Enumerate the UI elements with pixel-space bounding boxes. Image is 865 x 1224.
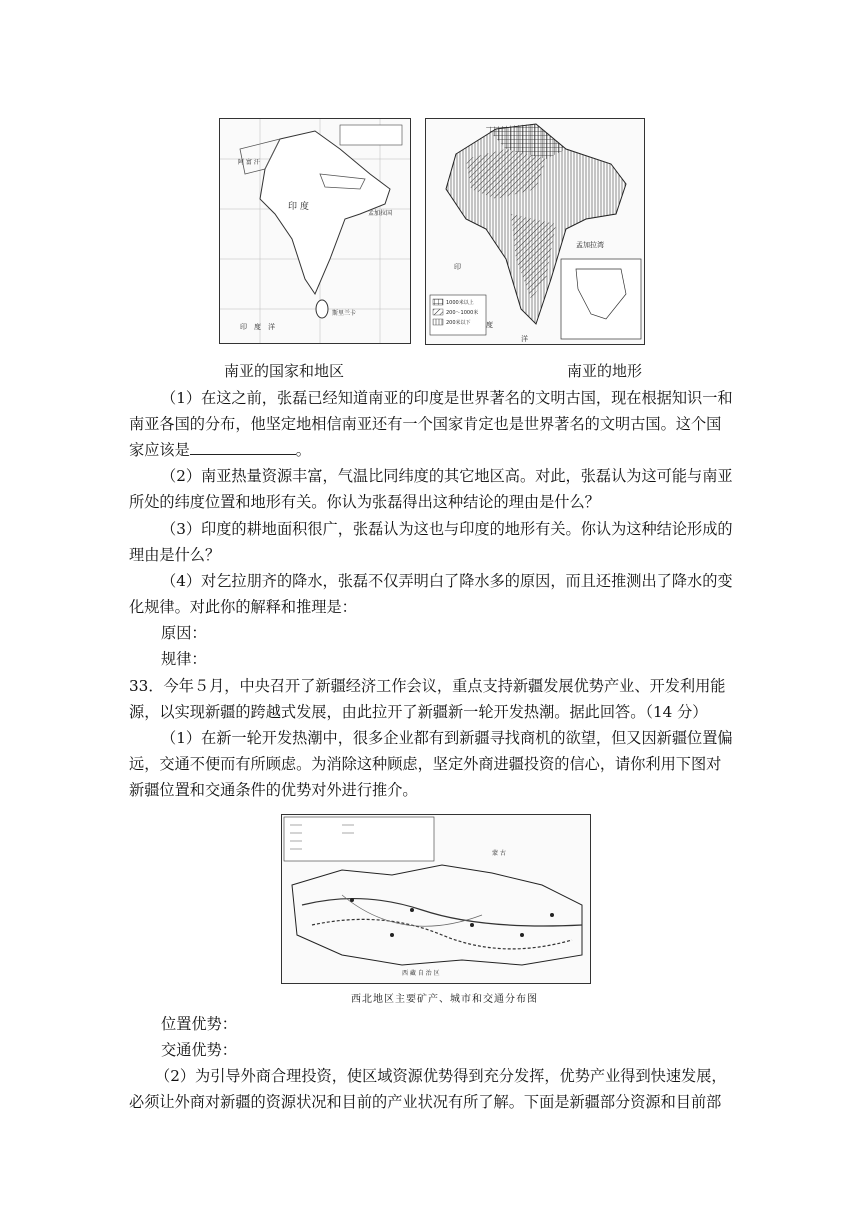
q32-part1-line1: （1）在这之前，张磊已经知道南亚的印度是世界著名的文明古国，现在根据知识一和 bbox=[161, 389, 733, 407]
northwest-region-map bbox=[281, 814, 591, 984]
svg-text:西 藏 自 治 区: 西 藏 自 治 区 bbox=[402, 970, 440, 977]
svg-text:蒙 古: 蒙 古 bbox=[492, 850, 506, 857]
q32-part4-line1: （4）对乞拉朋齐的降水，张磊不仅弄明白了降水多的原因，而且还推测出了降水的变 bbox=[161, 572, 733, 590]
map1-label-afghan: 阿 富 汗 bbox=[238, 159, 260, 166]
q33-part2-line1: （2）为引导外商合理投资，使区域资源优势得到充分发挥，优势产业得到快速发展， bbox=[155, 1067, 727, 1085]
map1-label-india: 印 度 bbox=[288, 202, 309, 212]
q32-part2-line1: （2）南亚热量资源丰富，气温比同纬度的其它地区高。对此，张磊认为这可能与南亚 bbox=[161, 467, 733, 485]
q32-part1-line2: 南亚各国的分布，他坚定地相信南亚还有一个国家肯定也是世界著名的文明古国。这个国 bbox=[129, 415, 722, 433]
q33-part1-line1: （1）在新一轮开发热潮中，很多企业都有到新疆寻找商机的欲望，但又因新疆位置偏 bbox=[161, 729, 733, 747]
south-asia-terrain-map bbox=[425, 118, 645, 345]
q33-intro-line1: 33．今年５月，中央召开了新疆经济工作会议，重点支持新疆发展优势产业、开发利用能 bbox=[129, 677, 726, 695]
q33-part2-line2: 必须让外商对新疆的资源状况和目前的产业状况有所了解。下面是新疆部分资源和目前部 bbox=[129, 1093, 722, 1111]
map2-caption: 南亚的地形 bbox=[567, 362, 643, 380]
transport-advantage-label: 交通优势： bbox=[161, 1041, 237, 1059]
q32-part4-line2: 化规律。对此你的解释和推理是： bbox=[129, 598, 357, 616]
svg-text:印: 印 bbox=[454, 263, 461, 271]
map1-caption: 南亚的国家和地区 bbox=[224, 362, 345, 380]
location-advantage-label: 位置优势： bbox=[161, 1015, 237, 1033]
south-asia-countries-map bbox=[219, 118, 411, 344]
svg-text:孟加拉湾: 孟加拉湾 bbox=[576, 241, 604, 249]
q32-part1-line3 bbox=[129, 440, 311, 460]
svg-text:洋: 洋 bbox=[521, 335, 528, 343]
q32-part2-line2: 所处的纬度位置和地形有关。你认为张磊得出这种结论的理由是什么？ bbox=[129, 493, 600, 511]
q33-part1-line3: 新疆位置和交通条件的优势对外进行推介。 bbox=[129, 781, 418, 799]
reason-label: 原因： bbox=[161, 624, 207, 642]
q32-part3-line2: 理由是什么？ bbox=[129, 546, 221, 564]
svg-text:1000米以上: 1000米以上 bbox=[446, 300, 474, 306]
answer-blank[interactable] bbox=[190, 440, 296, 455]
rule-label: 规律： bbox=[161, 650, 207, 668]
q33-intro-line2: 源，以实现新疆的跨越式发展，由此拉开了新疆新一轮开发热潮。据此回答。（14 分） bbox=[129, 703, 708, 721]
map3-caption: 西北地区主要矿产、城市和交通分布图 bbox=[351, 994, 538, 1005]
q32-part1-prefix: 家应该是 bbox=[129, 441, 190, 459]
map1-label-ocean: 印 度 洋 bbox=[240, 323, 275, 331]
svg-text:200～1000米: 200～1000米 bbox=[446, 310, 479, 316]
map1-label-srilanka: 斯里兰卡 bbox=[332, 310, 357, 317]
svg-text:200米以下: 200米以下 bbox=[446, 320, 471, 326]
q32-part1-suffix: 。 bbox=[295, 441, 311, 459]
map1-label-bangladesh: 孟加拉国 bbox=[368, 210, 393, 217]
q32-part3-line1: （3）印度的耕地面积很广，张磊认为这也与印度的地形有关。你认为这种结论形成的 bbox=[161, 520, 733, 538]
svg-text:度: 度 bbox=[486, 321, 493, 329]
q33-part1-line2: 远，交通不便而有所顾虑。为消除这种顾虑，坚定外商进疆投资的信心，请你利用下图对 bbox=[129, 755, 722, 773]
